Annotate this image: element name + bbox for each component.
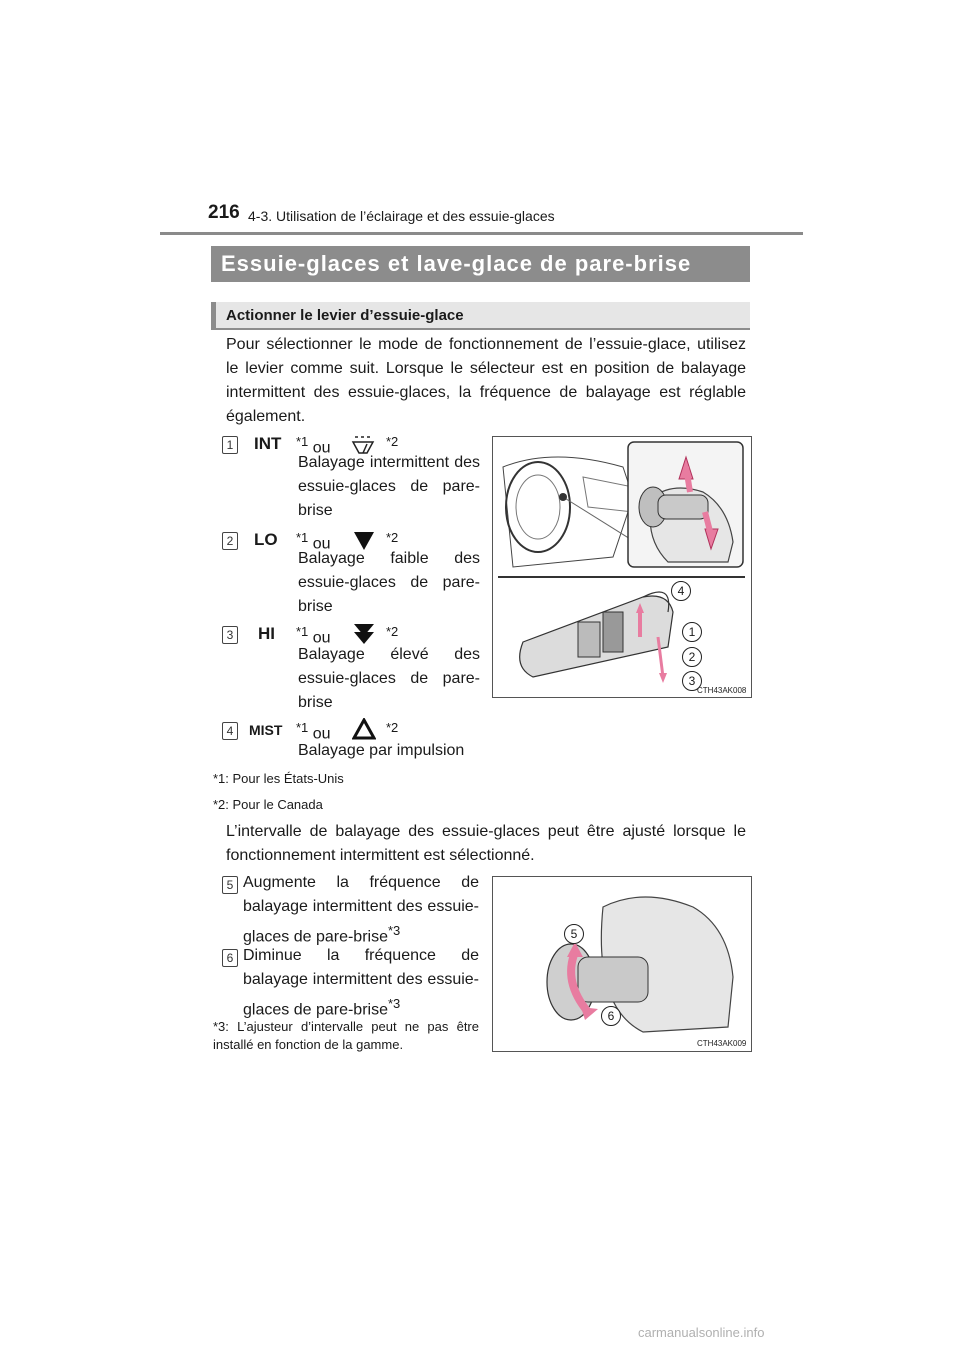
interval-adjuster-figure <box>492 876 752 1052</box>
lo-symbol: LO <box>254 530 278 549</box>
watermark: carmanualsonline.info <box>638 1325 765 1340</box>
item-number-1: 1 <box>222 436 238 454</box>
item-number-3: 3 <box>222 626 238 644</box>
or-label: ou <box>312 439 331 457</box>
figure-code: CTH43AK008 <box>697 686 747 695</box>
footnote-marker-1: *1 <box>296 434 309 449</box>
interval-adjuster-illustration <box>493 877 751 1051</box>
callout-5: 5 <box>564 924 584 944</box>
mode-1-description: Balayage intermittent des essuie-glaces de pare-brise <box>298 454 480 519</box>
callout-6: 6 <box>601 1006 621 1026</box>
callout-4: 4 <box>671 581 691 601</box>
subsection-title: Actionner le levier d’essuie-glace <box>211 302 750 330</box>
or-label: ou <box>312 725 331 743</box>
footnote-marker-1: *1 <box>296 624 309 639</box>
footnote-interval-adjuster: *3: L’ajusteur d’intervalle peut ne pas être installé en fonction de la gamme. <box>213 1019 479 1052</box>
intro-paragraph: Pour sélectionner le mode de fonctionnement de l’essuie-glace, utilisez le levier comme suit. Lorsque le sélecteur est en position de balayage intermittent des essuie-glaces, la fréquence de balayage est réglable également. <box>226 336 746 425</box>
chapter-heading: 4-3. Utilisation de l’éclairage et des essuie-glaces <box>248 208 555 224</box>
adjust-decrease-description: Diminue la fréquence de balayage intermittent des essuie-glaces de pare-brise$^{*3}$ <box>243 947 479 1019</box>
interval-paragraph: L’intervalle de balayage des essuie-glaces peut être ajusté lorsque le fonctionnement intermittent est sélectionné. <box>226 823 746 864</box>
callout-1: 1 <box>682 622 702 642</box>
footnote-marker-2: *2 <box>386 530 399 545</box>
footnote-marker-2: *2 <box>386 720 399 735</box>
section-title: Essuie-glaces et lave-glace de pare-brise <box>211 246 750 282</box>
item-number-2: 2 <box>222 532 238 550</box>
mode-2-description: Balayage faible des essuie-glaces de pare-brise <box>298 550 480 615</box>
or-label: ou <box>312 535 331 553</box>
item-number-6: 6 <box>222 949 238 967</box>
wiper-lever-illustration <box>493 437 751 697</box>
item-number-4: 4 <box>222 722 238 740</box>
footnote-marker-2: *2 <box>386 434 399 449</box>
page-number: 216 <box>208 202 240 223</box>
int-symbol: INT <box>254 434 282 453</box>
figure-code: CTH43AK009 <box>697 1039 747 1048</box>
wiper-lever-figure <box>492 436 752 698</box>
mist-symbol: MIST <box>249 722 283 738</box>
callout-2: 2 <box>682 647 702 667</box>
mist-triangle-icon <box>352 718 376 740</box>
mode-3-description: Balayage élevé des essuie-glaces de pare-brise <box>298 646 480 711</box>
footnote-marker-1: *1 <box>296 530 309 545</box>
callout-3: 3 <box>682 671 702 691</box>
header-rule <box>160 232 803 235</box>
footnote-marker-2: *2 <box>386 624 399 639</box>
footnote-usa: *1: Pour les États-Unis <box>213 771 344 786</box>
footnote-marker-1: *1 <box>296 720 309 735</box>
mode-4-description: Balayage par impulsion <box>298 742 465 759</box>
item-number-5: 5 <box>222 876 238 894</box>
adjust-increase-description: Augmente la fréquence de balayage intermittent des essuie-glaces de pare-brise$^{*3}$ <box>243 874 479 946</box>
or-label: ou <box>312 629 331 647</box>
hi-symbol: HI <box>258 624 275 643</box>
footnote-canada: *2: Pour le Canada <box>213 797 323 812</box>
